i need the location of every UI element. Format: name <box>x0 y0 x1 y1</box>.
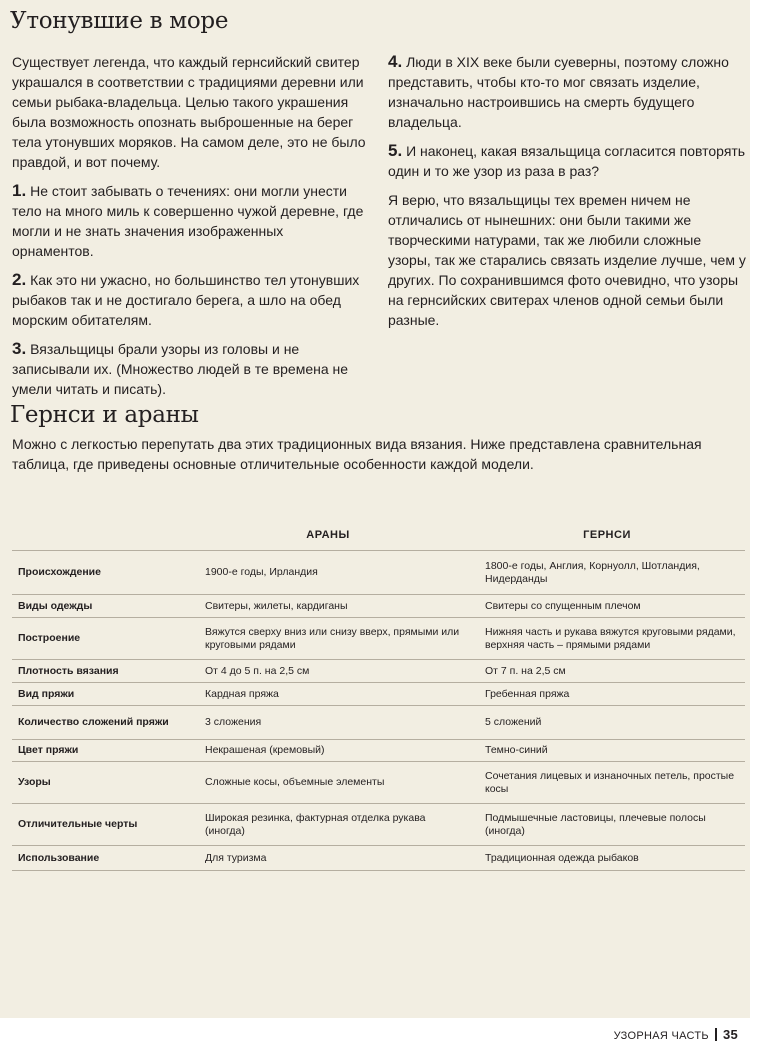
header-empty <box>12 520 187 551</box>
table-row <box>12 846 745 871</box>
point-number: 2. <box>12 270 27 289</box>
guernsey-cell: 1800-е годы, Англия, Корнуолл, Шотландия, Нидерданды <box>469 551 745 595</box>
row-label: Виды одежды <box>12 595 187 618</box>
header-guernsey: ГЕРНСИ <box>469 520 745 551</box>
row-label: Происхождение <box>12 551 187 595</box>
aran-cell: Для туризма <box>187 846 469 871</box>
guernsey-cell: Сочетания лицевых и изнаночных петель, простые косы <box>469 762 745 804</box>
table-row <box>12 762 745 804</box>
point-number: 3. <box>12 339 27 358</box>
aran-cell: Свитеры, жилеты, кардиганы <box>187 595 469 618</box>
aran-cell: Широкая резинка, фактурная отделка рукава (иногда) <box>187 804 469 846</box>
aran-cell: Некрашеная (кремовый) <box>187 740 469 762</box>
footer-section-name: УЗОРНАЯ ЧАСТЬ <box>613 1030 709 1042</box>
point-3 <box>12 339 368 399</box>
comparison-intro: Можно с легкостью перепутать два этих традиционных вида вязания. Ниже представлена сравнительная таблица, где приведены основные отличительные особенности каждой модели. <box>12 436 702 472</box>
aran-cell: Сложные косы, объемные элементы <box>187 762 469 804</box>
point-2 <box>12 270 368 330</box>
intro-paragraph: Существует легенда, что каждый гернсийский свитер украшался в соответствии с традициями деревни или семьи рыбака-владельца. Целью такого украшения была возможность опознать выброшенные на берег тела утонувших моряков. На самом деле, это не было правдой, и вот почему. <box>12 54 366 170</box>
table-row <box>12 595 745 618</box>
point-number: 5. <box>388 141 403 160</box>
point-number: 4. <box>388 52 403 71</box>
row-label: Вид пряжи <box>12 683 187 706</box>
guernsey-cell: Подмышечные ластовицы, плечевые полосы (иногда) <box>469 804 745 846</box>
point-5 <box>388 141 746 181</box>
aran-cell: 1900-е годы, Ирландия <box>187 551 469 595</box>
guernsey-cell: Традиционная одежда рыбаков <box>469 846 745 871</box>
left-column <box>12 52 368 408</box>
row-label: Плотность вязания <box>12 660 187 683</box>
aran-cell: Кардная пряжа <box>187 683 469 706</box>
conclusion-paragraph: Я верю, что вязальщицы тех времен ничем не отличались от нынешних: они были такими же творческими натурами, так же любили сложные узоры, так же старались связать изделие лучше, чем у других. По сохранившимся фото очевидно, что узоры на гернсийских свитерах членов одной семьи были разные. <box>388 192 746 328</box>
header-arans: АРАНЫ <box>187 520 469 551</box>
guernsey-cell: Нижняя часть и рукава вяжутся круговыми рядами, верхняя часть – прямыми рядами <box>469 618 745 660</box>
page-number: 35 <box>722 1027 738 1042</box>
row-label: Количество сложений пряжи <box>12 706 187 740</box>
row-label: Использование <box>12 846 187 871</box>
point-text: Как это ни ужасно, но большинство тел утонувших рыбаков так и не достигало берега, а шло на обед морским обитателям. <box>12 272 360 328</box>
point-number: 1. <box>12 181 27 200</box>
row-label: Построение <box>12 618 187 660</box>
guernsey-cell: Гребенная пряжа <box>469 683 745 706</box>
table-row <box>12 618 745 660</box>
aran-cell: Вяжутся сверху вниз или снизу вверх, прямыми или круговыми рядами <box>187 618 469 660</box>
table-row <box>12 660 745 683</box>
comparison-table <box>12 520 745 871</box>
footer-divider <box>715 1028 717 1041</box>
row-label: Цвет пряжи <box>12 740 187 762</box>
guernsey-cell: 5 сложений <box>469 706 745 740</box>
section-title-comparison: Гернси и араны <box>10 402 199 428</box>
point-text: И наконец, какая вязальщица согласится повторять один и то же узор из раза в раз? <box>388 143 746 179</box>
guernsey-cell: Свитеры со спущенным плечом <box>469 595 745 618</box>
table-row <box>12 706 745 740</box>
point-text: Не стоит забывать о течениях: они могли унести тело на много миль к совершенно чужой деревне, где могли и не знать значения изображенных орнаментов. <box>12 183 364 259</box>
row-label: Узоры <box>12 762 187 804</box>
table-row <box>12 740 745 762</box>
point-1 <box>12 181 368 261</box>
aran-cell: 3 сложения <box>187 706 469 740</box>
table-row <box>12 551 745 595</box>
point-text: Люди в XIX веке были суеверны, поэтому сложно представить, чтобы кто-то мог связать изделие, изначально настроившись на смерть будущего владельца. <box>388 54 729 130</box>
right-column <box>388 52 746 339</box>
point-4 <box>388 52 746 132</box>
row-label: Отличительные черты <box>12 804 187 846</box>
point-text: Вязальщицы брали узоры из головы и не записывали их. (Множество людей в те времена не умели читать и писать). <box>12 341 349 397</box>
table-row <box>12 683 745 706</box>
table-row <box>12 804 745 846</box>
table-header-row <box>12 520 745 551</box>
guernsey-cell: От 7 п. на 2,5 см <box>469 660 745 683</box>
page-footer <box>614 1027 738 1042</box>
guernsey-cell: Темно-синий <box>469 740 745 762</box>
section-title-drowned: Утонувшие в море <box>10 8 229 34</box>
aran-cell: От 4 до 5 п. на 2,5 см <box>187 660 469 683</box>
